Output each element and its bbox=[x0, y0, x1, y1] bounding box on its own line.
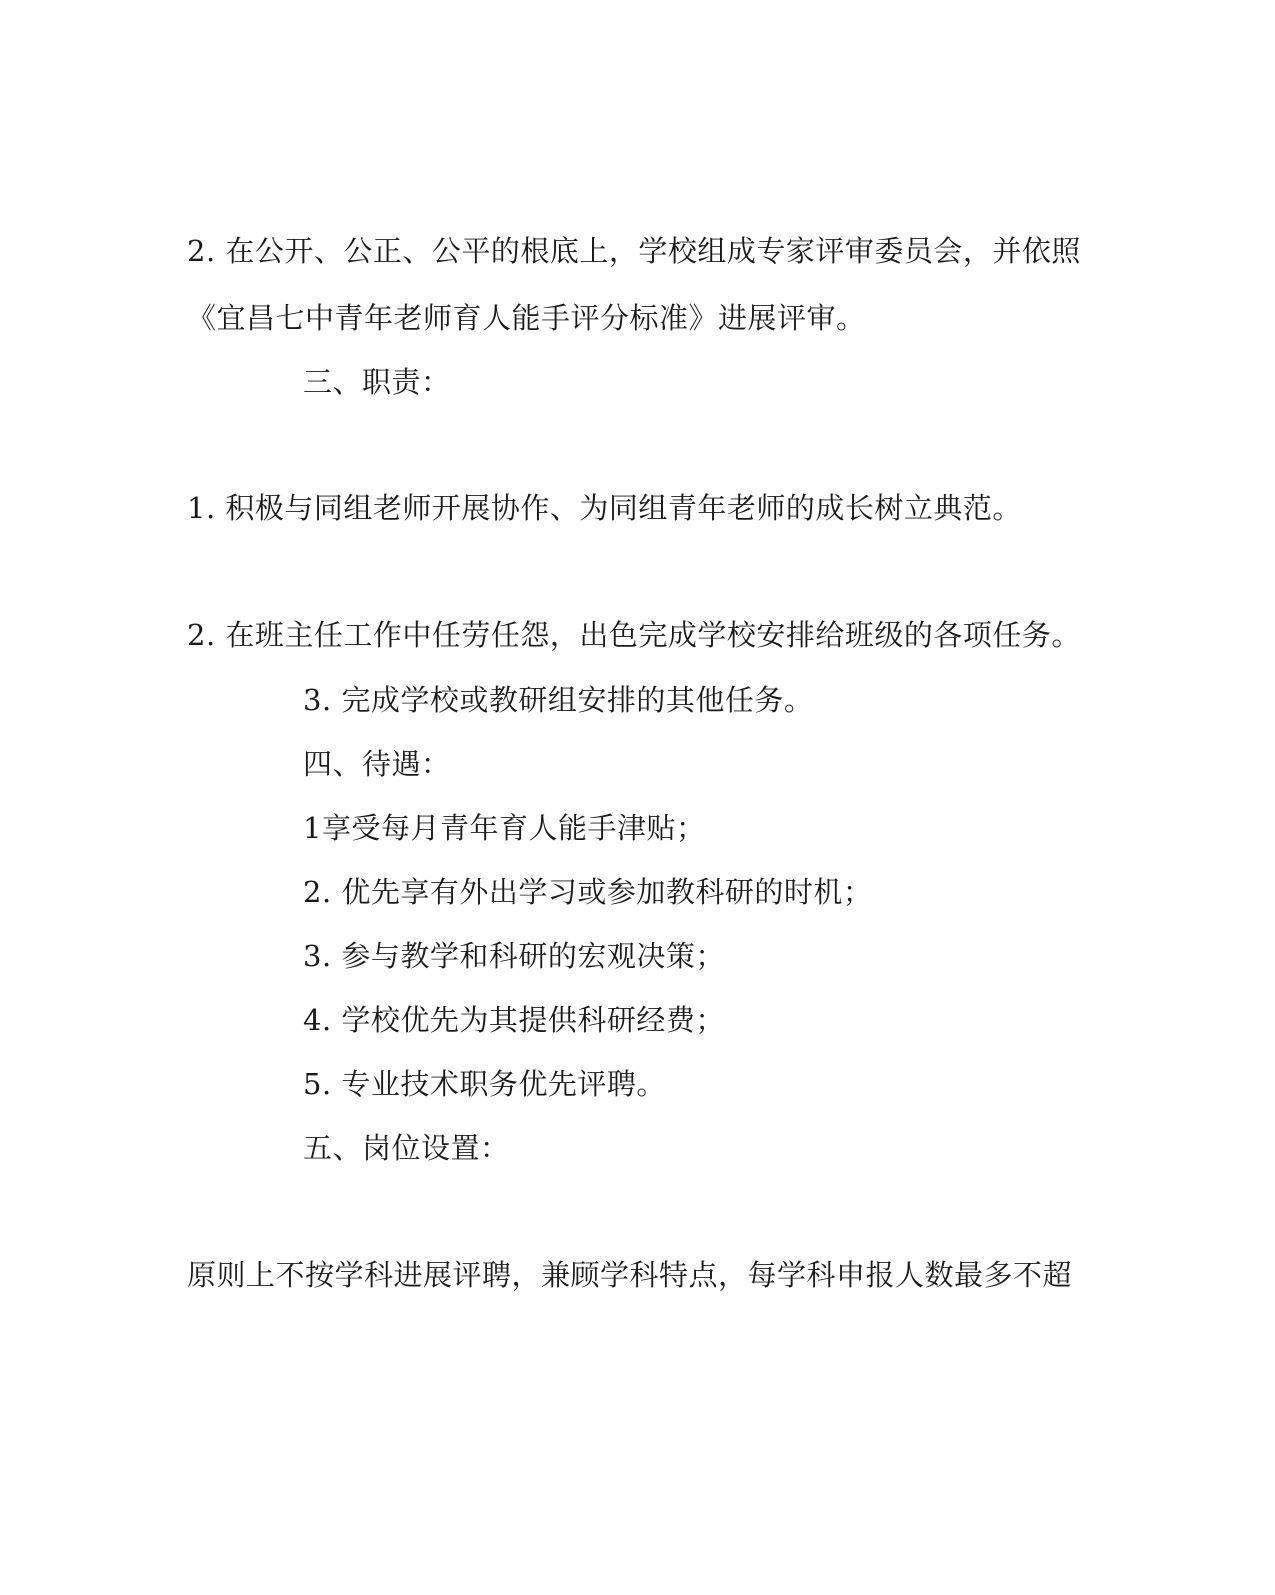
paragraph-line: 3. 完成学校或教研组安排的其他任务。 bbox=[303, 683, 814, 717]
list-item: 2. 优先享有外出学习或参加教科研的时机； bbox=[303, 875, 873, 909]
list-item: 5. 专业技术职务优先评聘。 bbox=[303, 1067, 666, 1101]
paragraph-line: 《宜昌七中青年老师育人能手评分标准》进展评审。 bbox=[187, 301, 866, 335]
paragraph-line: 2. 在公开、公正、公平的根底上，学校组成专家评审委员会，并依照 bbox=[187, 234, 1081, 268]
list-item: 1享受每月青年育人能手津贴； bbox=[303, 811, 706, 845]
paragraph-line: 1. 积极与同组老师开展协作、为同组青年老师的成长树立典范。 bbox=[187, 491, 1022, 525]
paragraph-line: 原则上不按学科进展评聘，兼顾学科特点，每学科申报人数最多不超 bbox=[187, 1258, 1073, 1292]
list-item: 4. 学校优先为其提供科研经费； bbox=[303, 1003, 725, 1037]
section-heading: 四、待遇： bbox=[303, 747, 451, 781]
section-heading: 三、职责： bbox=[303, 365, 451, 399]
list-item: 3. 参与教学和科研的宏观决策； bbox=[303, 939, 725, 973]
paragraph-line: 2. 在班主任工作中任劳任怨，出色完成学校安排给班级的各项任务。 bbox=[187, 618, 1081, 652]
section-heading: 五、岗位设置： bbox=[303, 1131, 510, 1165]
